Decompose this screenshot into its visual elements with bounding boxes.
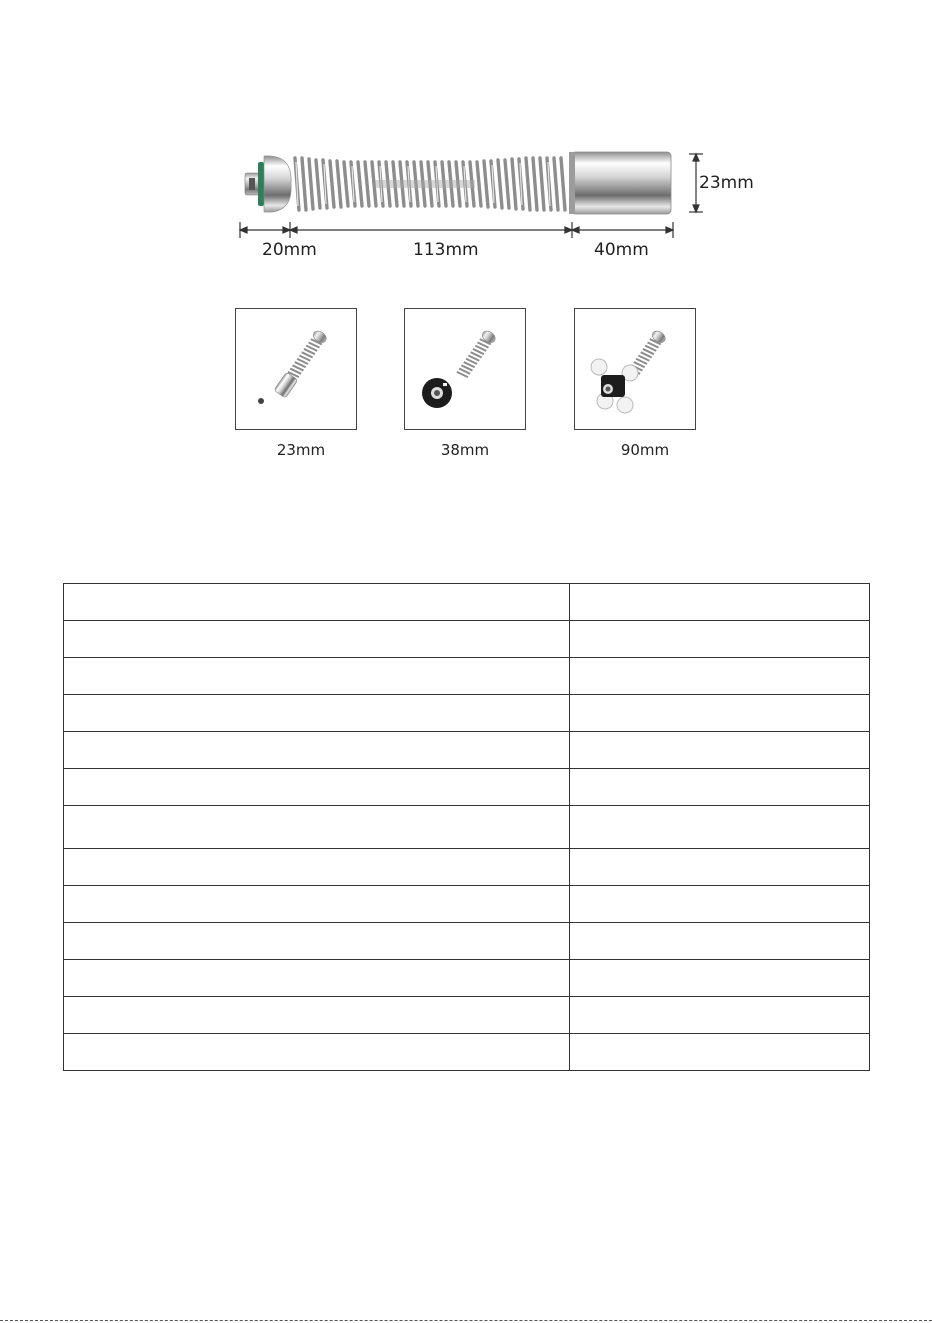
spec-name-cell (64, 806, 570, 849)
spec-value-cell (570, 732, 870, 769)
variant-thumb-2 (404, 308, 526, 430)
variant-thumb-3 (574, 308, 696, 430)
spec-value-cell (570, 849, 870, 886)
spec-value-cell (570, 960, 870, 997)
head-length-label: 20mm (262, 240, 317, 260)
table-row (64, 621, 870, 658)
spec-name-cell (64, 584, 570, 621)
spec-name-cell (64, 1034, 570, 1071)
spec-table-body (64, 584, 870, 1071)
spec-name-cell (64, 849, 570, 886)
spec-value-cell (570, 584, 870, 621)
table-row (64, 806, 870, 849)
page-footer-rule (0, 1320, 932, 1321)
diameter-label: 23mm (699, 173, 754, 193)
table-row (64, 769, 870, 806)
table-row (64, 960, 870, 997)
spec-name-cell (64, 886, 570, 923)
spec-name-cell (64, 695, 570, 732)
table-row (64, 658, 870, 695)
table-row (64, 1034, 870, 1071)
spec-value-cell (570, 621, 870, 658)
spec-value-cell (570, 806, 870, 849)
table-row (64, 732, 870, 769)
table-row (64, 923, 870, 960)
plain-camera-head-icon (236, 309, 356, 429)
table-row (64, 886, 870, 923)
spec-value-cell (570, 658, 870, 695)
spec-table (63, 583, 870, 1071)
spec-name-cell (64, 997, 570, 1034)
table-row (64, 695, 870, 732)
table-row (64, 584, 870, 621)
spring-length-label: 113mm (413, 240, 479, 260)
spec-value-cell (570, 769, 870, 806)
variant-label-2: 38mm (440, 441, 490, 459)
wheeled-camera-head-icon (575, 309, 695, 429)
spec-name-cell (64, 923, 570, 960)
variant-label-1: 23mm (276, 441, 326, 459)
spec-name-cell (64, 960, 570, 997)
spec-value-cell (570, 886, 870, 923)
spec-value-cell (570, 997, 870, 1034)
spec-name-cell (64, 732, 570, 769)
variant-thumb-1 (235, 308, 357, 430)
spec-name-cell (64, 621, 570, 658)
spec-value-cell (570, 695, 870, 732)
spec-name-cell (64, 658, 570, 695)
spec-value-cell (570, 923, 870, 960)
table-row (64, 849, 870, 886)
housing-length-label: 40mm (594, 240, 649, 260)
spec-value-cell (570, 1034, 870, 1071)
variant-label-3: 90mm (620, 441, 670, 459)
skid-camera-head-icon (405, 309, 525, 429)
spec-name-cell (64, 769, 570, 806)
table-row (64, 997, 870, 1034)
